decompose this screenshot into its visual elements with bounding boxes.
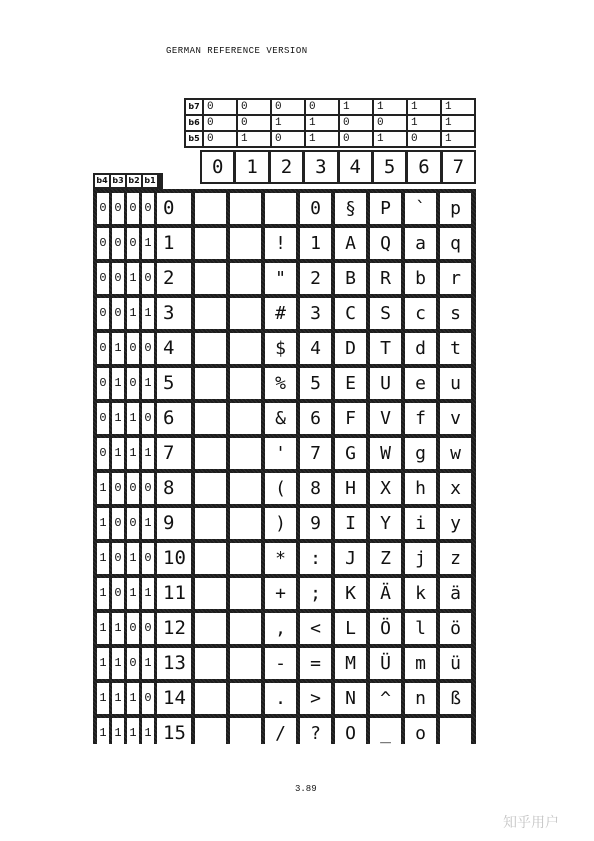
row-bit-value: 0 (112, 228, 124, 259)
row-bit-value: 1 (127, 683, 139, 714)
character-cell: z (440, 543, 471, 574)
row-number: 15 (157, 718, 191, 749)
row-bit-value: 0 (97, 368, 109, 399)
character-cell: ^ (370, 683, 401, 714)
column-bit-header (184, 98, 476, 148)
bit-value: 1 (408, 116, 440, 130)
page-title: GERMAN REFERENCE VERSION (166, 46, 308, 56)
bit-value: 0 (238, 100, 270, 114)
bit-value: 1 (374, 100, 406, 114)
character-cell: ä (440, 578, 471, 609)
row-bit-value: 1 (112, 438, 124, 469)
table-row (97, 298, 472, 329)
row-number: 0 (157, 193, 191, 224)
row-bit-value: 0 (127, 508, 139, 539)
table-row (97, 263, 472, 294)
row-bit-value: 0 (97, 263, 109, 294)
bit-value: 1 (272, 116, 304, 130)
character-cell: P (370, 193, 401, 224)
row-bit-value: 0 (97, 298, 109, 329)
row-number: 5 (157, 368, 191, 399)
bit-value: 1 (408, 100, 440, 114)
row-number: 3 (157, 298, 191, 329)
row-bit-value: 1 (142, 648, 154, 679)
bit-value: 0 (204, 132, 236, 146)
table-row (97, 333, 472, 364)
table-row (97, 578, 472, 609)
character-cell: 1 (300, 228, 331, 259)
row-bit-value: 0 (112, 578, 124, 609)
table-row (97, 648, 472, 679)
character-cell: ) (265, 508, 296, 539)
character-cell: X (370, 473, 401, 504)
table-row (97, 368, 472, 399)
column-number: 6 (408, 152, 439, 182)
table-row (97, 613, 472, 644)
character-cell: m (405, 648, 436, 679)
row-bit-value: 1 (97, 648, 109, 679)
character-cell (230, 193, 261, 224)
row-bit-value: 0 (142, 543, 154, 574)
character-cell (195, 508, 226, 539)
bit-value: 1 (442, 100, 474, 114)
character-cell: q (440, 228, 471, 259)
row-number: 13 (157, 648, 191, 679)
row-number: 14 (157, 683, 191, 714)
row-number: 4 (157, 333, 191, 364)
character-cell: f (405, 403, 436, 434)
character-cell: ( (265, 473, 296, 504)
character-cell: U (370, 368, 401, 399)
row-bit-value: 1 (127, 578, 139, 609)
character-cell (195, 403, 226, 434)
character-cell (230, 403, 261, 434)
row-bit-value: 0 (142, 193, 154, 224)
column-number: 4 (340, 152, 371, 182)
character-cell: 3 (300, 298, 331, 329)
character-cell: O (335, 718, 366, 749)
character-cell: Z (370, 543, 401, 574)
row-bit-value: 1 (112, 403, 124, 434)
character-cell: 2 (300, 263, 331, 294)
row-bit-value: 1 (127, 263, 139, 294)
character-cell: / (265, 718, 296, 749)
row-number: 10 (157, 543, 191, 574)
row-number: 6 (157, 403, 191, 434)
column-number: 0 (202, 152, 233, 182)
bit-row-b7 (186, 100, 474, 114)
character-cell: + (265, 578, 296, 609)
bit-row-b6 (186, 116, 474, 130)
character-cell: Y (370, 508, 401, 539)
bit-label: b5 (186, 132, 202, 146)
character-cell: 4 (300, 333, 331, 364)
character-cell: 6 (300, 403, 331, 434)
character-cell (230, 333, 261, 364)
character-cell: n (405, 683, 436, 714)
character-cell: ! (265, 228, 296, 259)
character-cell: * (265, 543, 296, 574)
table-row (97, 228, 472, 259)
row-bit-value: 0 (97, 333, 109, 364)
character-cell (195, 298, 226, 329)
row-bit-value: 0 (142, 613, 154, 644)
character-cell: ` (405, 193, 436, 224)
row-bit-value: 0 (127, 228, 139, 259)
character-cell: w (440, 438, 471, 469)
character-cell: ß (440, 683, 471, 714)
character-cell (440, 718, 471, 749)
character-cell (195, 718, 226, 749)
character-cell (265, 193, 296, 224)
table-row (97, 543, 472, 574)
row-bit-value: 0 (142, 683, 154, 714)
character-cell (195, 263, 226, 294)
row-bit-value: 0 (127, 193, 139, 224)
row-bit-value: 0 (127, 473, 139, 504)
character-cell: $ (265, 333, 296, 364)
row-number: 11 (157, 578, 191, 609)
row-bit-value: 0 (127, 648, 139, 679)
row-bit-value: 0 (142, 403, 154, 434)
bit-value: 0 (204, 100, 236, 114)
character-cell (195, 648, 226, 679)
column-number-header (200, 150, 476, 184)
row-bit-value: 1 (97, 508, 109, 539)
character-cell: p (440, 193, 471, 224)
row-bit-value: 0 (127, 333, 139, 364)
row-bit-value: 1 (142, 718, 154, 749)
bit-row-b5 (186, 132, 474, 146)
character-cell: s (440, 298, 471, 329)
row-bit-value: 0 (142, 473, 154, 504)
character-cell: ' (265, 438, 296, 469)
character-cell: y (440, 508, 471, 539)
row-bit-value: 1 (97, 543, 109, 574)
character-cell: : (300, 543, 331, 574)
character-cell: T (370, 333, 401, 364)
character-cell (230, 648, 261, 679)
bit-label: b6 (186, 116, 202, 130)
row-bit-value: 0 (112, 543, 124, 574)
character-cell (230, 438, 261, 469)
row-bit-value: 1 (142, 508, 154, 539)
character-cell: a (405, 228, 436, 259)
bit-value: 1 (340, 100, 372, 114)
column-number: 5 (374, 152, 405, 182)
character-cell: , (265, 613, 296, 644)
character-cell: c (405, 298, 436, 329)
row-bit-value: 0 (142, 263, 154, 294)
table-row (97, 508, 472, 539)
character-cell: i (405, 508, 436, 539)
character-cell (230, 718, 261, 749)
character-cell: S (370, 298, 401, 329)
column-number: 7 (443, 152, 474, 182)
character-cell: Ü (370, 648, 401, 679)
bit-value: 0 (340, 116, 372, 130)
character-cell: G (335, 438, 366, 469)
row-bit-value: 0 (97, 228, 109, 259)
character-cell: 0 (300, 193, 331, 224)
bit-label: b4 (96, 176, 108, 185)
character-cell (195, 543, 226, 574)
character-cell: V (370, 403, 401, 434)
row-number: 9 (157, 508, 191, 539)
character-cell: < (300, 613, 331, 644)
character-cell: W (370, 438, 401, 469)
character-cell: K (335, 578, 366, 609)
character-cell (230, 473, 261, 504)
bit-value: 0 (408, 132, 440, 146)
bit-value: 0 (272, 100, 304, 114)
row-bit-value: 0 (97, 193, 109, 224)
bit-label: b2 (128, 176, 140, 185)
column-number: 1 (236, 152, 267, 182)
row-bit-value: 0 (112, 263, 124, 294)
page-number: 3.89 (295, 784, 317, 794)
row-bit-value: 1 (97, 473, 109, 504)
bit-value: 0 (272, 132, 304, 146)
row-bit-value: 0 (112, 473, 124, 504)
row-bit-value: 1 (97, 578, 109, 609)
row-bit-value: 1 (97, 613, 109, 644)
bit-value: 0 (374, 116, 406, 130)
row-bit-value: 0 (142, 333, 154, 364)
row-bit-value: 0 (112, 508, 124, 539)
bit-value: 0 (340, 132, 372, 146)
character-cell: h (405, 473, 436, 504)
table-row (97, 718, 472, 749)
character-cell: R (370, 263, 401, 294)
row-bit-value: 1 (142, 298, 154, 329)
character-cell (230, 508, 261, 539)
character-cell (195, 683, 226, 714)
character-table (93, 189, 476, 744)
table-row (97, 473, 472, 504)
bit-value: 1 (306, 132, 338, 146)
character-cell: t (440, 333, 471, 364)
row-bit-value: 1 (142, 228, 154, 259)
row-number: 1 (157, 228, 191, 259)
character-cell: N (335, 683, 366, 714)
row-number: 8 (157, 473, 191, 504)
bit-value: 0 (306, 100, 338, 114)
character-cell: b (405, 263, 436, 294)
character-cell: 5 (300, 368, 331, 399)
character-cell: B (335, 263, 366, 294)
row-bit-header (93, 173, 163, 189)
bit-label: b7 (186, 100, 202, 114)
row-bit-value: 1 (127, 403, 139, 434)
row-bit-value: 1 (112, 368, 124, 399)
character-cell (230, 228, 261, 259)
character-cell (195, 438, 226, 469)
character-cell: E (335, 368, 366, 399)
character-cell (195, 193, 226, 224)
character-cell: Ä (370, 578, 401, 609)
row-bit-value: 1 (97, 718, 109, 749)
row-bit-value: 0 (97, 403, 109, 434)
column-number: 2 (271, 152, 302, 182)
character-cell: v (440, 403, 471, 434)
character-cell: § (335, 193, 366, 224)
character-cell (230, 263, 261, 294)
character-cell: Ö (370, 613, 401, 644)
character-cell (230, 298, 261, 329)
character-cell: u (440, 368, 471, 399)
character-cell: L (335, 613, 366, 644)
character-cell: 9 (300, 508, 331, 539)
bit-value: 1 (306, 116, 338, 130)
character-cell: H (335, 473, 366, 504)
row-bit-value: 1 (112, 648, 124, 679)
character-cell: x (440, 473, 471, 504)
row-bit-value: 1 (127, 718, 139, 749)
character-cell: A (335, 228, 366, 259)
row-bit-value: 0 (97, 438, 109, 469)
character-cell: ü (440, 648, 471, 679)
character-cell (230, 578, 261, 609)
character-cell: l (405, 613, 436, 644)
character-cell (230, 683, 261, 714)
character-cell: & (265, 403, 296, 434)
character-cell (230, 613, 261, 644)
character-cell: _ (370, 718, 401, 749)
row-bit-value: 1 (127, 438, 139, 469)
character-cell: j (405, 543, 436, 574)
row-number: 2 (157, 263, 191, 294)
character-cell: M (335, 648, 366, 679)
row-bit-value: 1 (112, 683, 124, 714)
row-bit-value: 0 (112, 193, 124, 224)
character-cell: k (405, 578, 436, 609)
row-bit-value: 1 (112, 333, 124, 364)
bit-value: 1 (374, 132, 406, 146)
character-cell (195, 333, 226, 364)
character-cell: # (265, 298, 296, 329)
table-row (97, 193, 472, 224)
row-bit-value: 0 (112, 298, 124, 329)
character-cell (195, 473, 226, 504)
character-cell (230, 543, 261, 574)
character-cell: g (405, 438, 436, 469)
row-bit-value: 1 (142, 368, 154, 399)
column-number: 3 (305, 152, 336, 182)
character-cell: C (335, 298, 366, 329)
row-bit-value: 0 (127, 368, 139, 399)
character-cell: o (405, 718, 436, 749)
character-cell: = (300, 648, 331, 679)
bit-label: b1 (144, 176, 156, 185)
character-cell: % (265, 368, 296, 399)
bit-value: 0 (238, 116, 270, 130)
row-number: 7 (157, 438, 191, 469)
row-bit-value: 1 (112, 718, 124, 749)
character-cell (230, 368, 261, 399)
character-cell: 7 (300, 438, 331, 469)
watermark: 知乎用户 (503, 815, 559, 831)
row-bit-value: 1 (112, 613, 124, 644)
character-cell: J (335, 543, 366, 574)
character-cell: e (405, 368, 436, 399)
character-cell: . (265, 683, 296, 714)
character-cell (195, 228, 226, 259)
bit-value: 1 (442, 116, 474, 130)
table-row (97, 403, 472, 434)
character-cell: D (335, 333, 366, 364)
character-cell: > (300, 683, 331, 714)
character-cell (195, 613, 226, 644)
row-number: 12 (157, 613, 191, 644)
row-bit-value: 1 (97, 683, 109, 714)
character-cell: F (335, 403, 366, 434)
character-cell: I (335, 508, 366, 539)
character-cell (195, 368, 226, 399)
character-cell: " (265, 263, 296, 294)
bit-value: 0 (204, 116, 236, 130)
table-row (97, 438, 472, 469)
row-bit-value: 1 (127, 543, 139, 574)
row-bit-value: 1 (127, 298, 139, 329)
character-cell: ö (440, 613, 471, 644)
bit-label: b3 (112, 176, 124, 185)
character-cell: ; (300, 578, 331, 609)
row-bit-value: 0 (127, 613, 139, 644)
bit-value: 1 (442, 132, 474, 146)
row-bit-value: 1 (142, 438, 154, 469)
character-cell: 8 (300, 473, 331, 504)
character-cell: - (265, 648, 296, 679)
character-cell: r (440, 263, 471, 294)
character-cell: ? (300, 718, 331, 749)
table-row (97, 683, 472, 714)
character-cell (195, 578, 226, 609)
character-cell: Q (370, 228, 401, 259)
bit-value: 1 (238, 132, 270, 146)
character-cell: d (405, 333, 436, 364)
row-bit-value: 1 (142, 578, 154, 609)
